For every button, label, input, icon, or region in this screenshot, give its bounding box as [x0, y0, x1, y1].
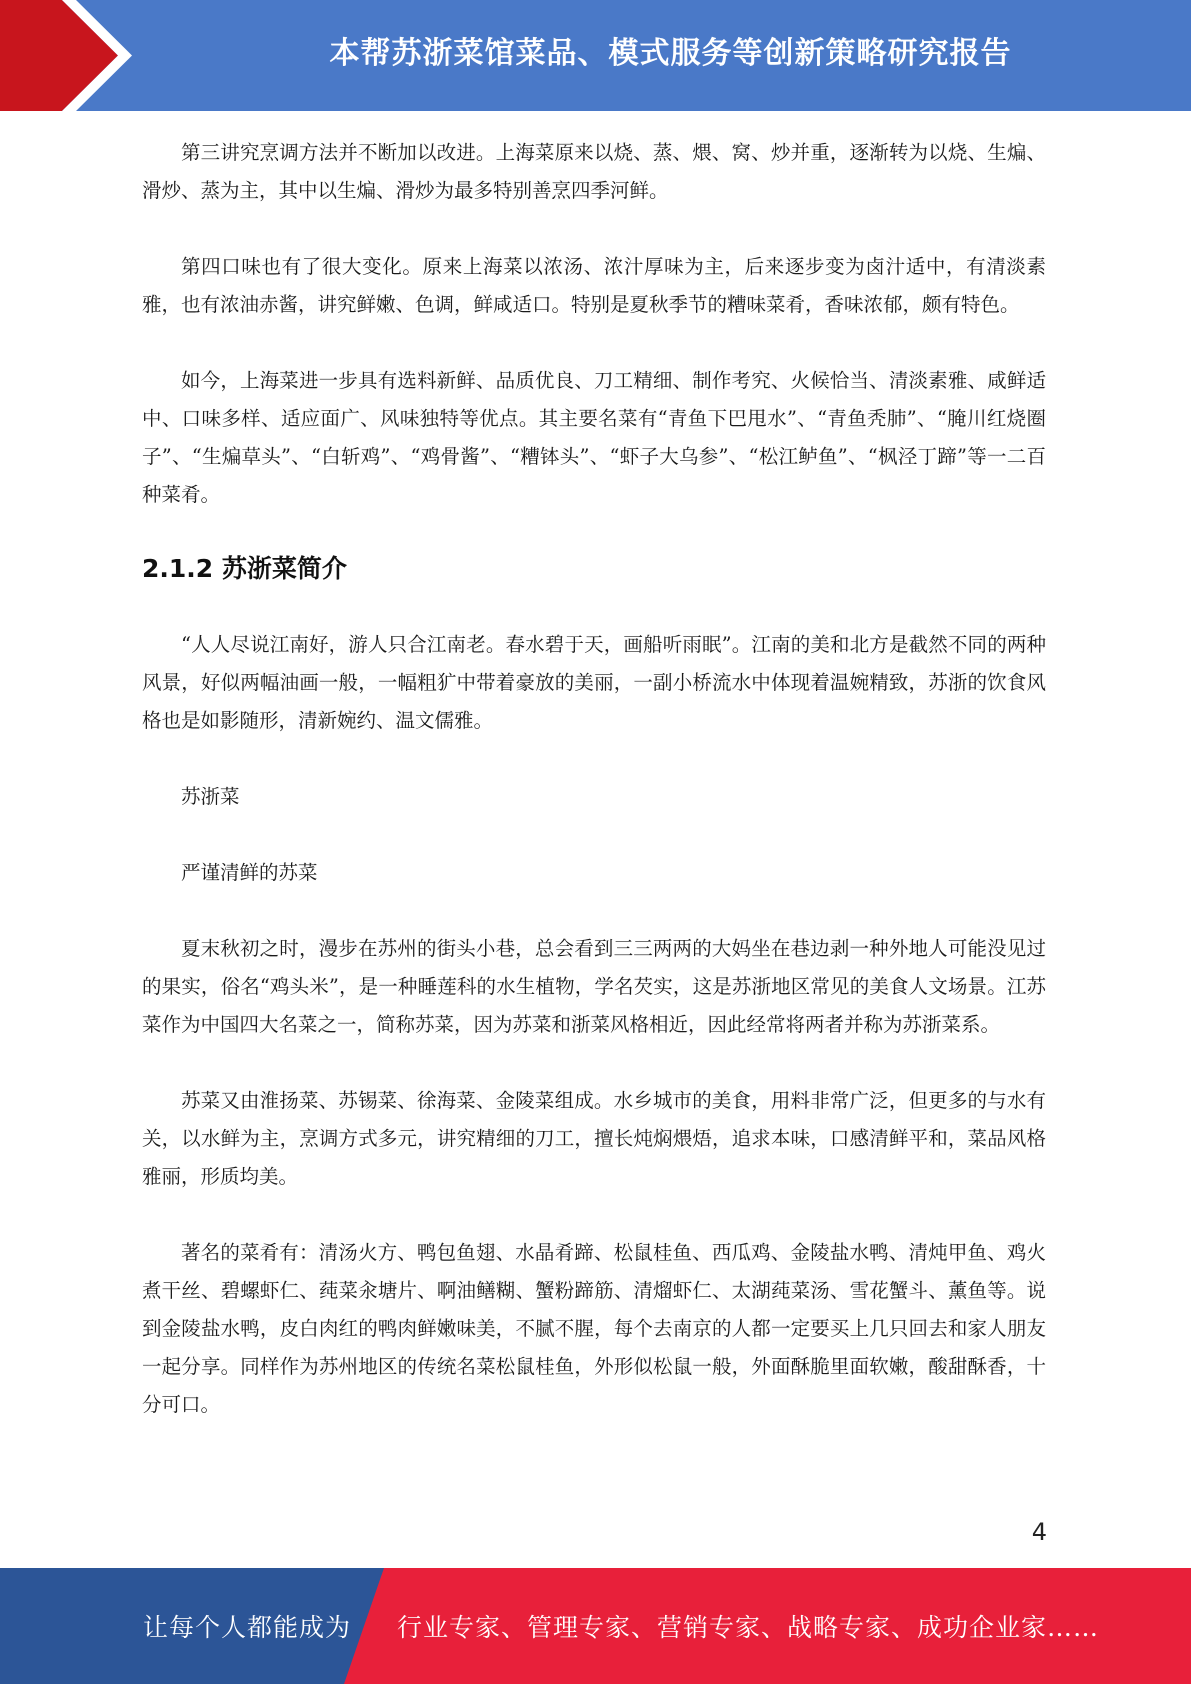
- header-chevron-decoration: [0, 0, 160, 111]
- page-number: 4: [1031, 1518, 1047, 1546]
- footer-slogan-right: 行业专家、管理专家、营销专家、战略专家、成功企业家……: [397, 1613, 1100, 1642]
- paragraph-subheading-suzhe: 苏浙菜: [181, 785, 240, 808]
- footer-slogan-left: 让每个人都能成为: [143, 1613, 352, 1642]
- paragraph-shanghai-dishes: 如今，上海菜进一步具有选料新鲜、品质优良、刀工精细、制作考究、火候恰当、清淡素雅、咸鲜适中、口味多样、适应面广、风味独特等优点。其主要名菜有“青鱼下巴甩水”、“青鱼秃肺”、“腌川红烧圈子”、“生煸草头”、“白斩鸡”、“鸡骨酱”、“糟钵头”、“虾子大乌参”、“松江鲈鱼”、“枫泾丁蹄”等一二百种菜肴。: [142, 369, 1046, 506]
- paragraph-jitoumi: 夏末秋初之时，漫步在苏州的街头小巷，总会看到三三两两的大妈坐在巷边剥一种外地人可能没见过的果实，俗名“鸡头米”，是一种睡莲科的水生植物，学名芡实，这是苏浙地区常见的美食人文场景。江苏菜作为中国四大名菜之一，简称苏菜，因为苏菜和浙菜风格相近，因此经常将两者并称为苏浙菜系。: [142, 937, 1046, 1036]
- section-heading: 2.1.2 苏浙菜简介: [142, 554, 347, 583]
- paragraph-cooking-methods: 第三讲究烹调方法并不断加以改进。上海菜原来以烧、蒸、煨、窝、炒并重，逐渐转为以烧、生煸、滑炒、蒸为主，其中以生煸、滑炒为最多特别善烹四季河鲜。: [142, 141, 1046, 202]
- report-title: 本帮苏浙菜馆菜品、模式服务等创新策略研究报告: [329, 36, 1012, 71]
- paragraph-famous-dishes: 著名的菜肴有：清汤火方、鸭包鱼翅、水晶肴蹄、松鼠桂鱼、西瓜鸡、金陵盐水鸭、清炖甲鱼、鸡火煮干丝、碧螺虾仁、莼菜汆塘片、啊油鳝糊、蟹粉蹄筋、清熘虾仁、太湖莼菜汤、雪花蟹斗、薰鱼等。说到金陵盐水鸭，皮白肉红的鸭肉鲜嫩味美，不腻不腥，每个去南京的人都一定要买上几只回去和家人朋友一起分享。同样作为苏州地区的传统名菜松鼠桂鱼，外形似松鼠一般，外面酥脆里面软嫩，酸甜酥香，十分可口。: [142, 1241, 1046, 1416]
- paragraph-sucai-composition: 苏菜又由淮扬菜、苏锡菜、徐海菜、金陵菜组成。水乡城市的美食，用料非常广泛，但更多的与水有关，以水鲜为主，烹调方式多元，讲究精细的刀工，擅长炖焖煨焐，追求本味，口感清鲜平和，菜品风格雅丽，形质均美。: [142, 1089, 1046, 1188]
- paragraph-jiangnan-intro: “人人尽说江南好，游人只合江南老。春水碧于天，画船听雨眠”。江南的美和北方是截然不同的两种风景，好似两幅油画一般，一幅粗犷中带着豪放的美丽，一副小桥流水中体现着温婉精致，苏浙的饮食风格也是如影随形，清新婉约、温文儒雅。: [142, 633, 1046, 732]
- document-body: [142, 134, 1046, 1462]
- paragraph-subheading-sucai: 严谨清鲜的苏菜: [181, 861, 318, 884]
- page-footer: [0, 1568, 1191, 1684]
- page-header: [0, 0, 1191, 111]
- paragraph-flavor-changes: 第四口味也有了很大变化。原来上海菜以浓汤、浓汁厚味为主，后来逐步变为卤汁适中，有清淡素雅，也有浓油赤酱，讲究鲜嫩、色调，鲜咸适口。特别是夏秋季节的糟味菜肴，香味浓郁，颇有特色。: [142, 255, 1046, 316]
